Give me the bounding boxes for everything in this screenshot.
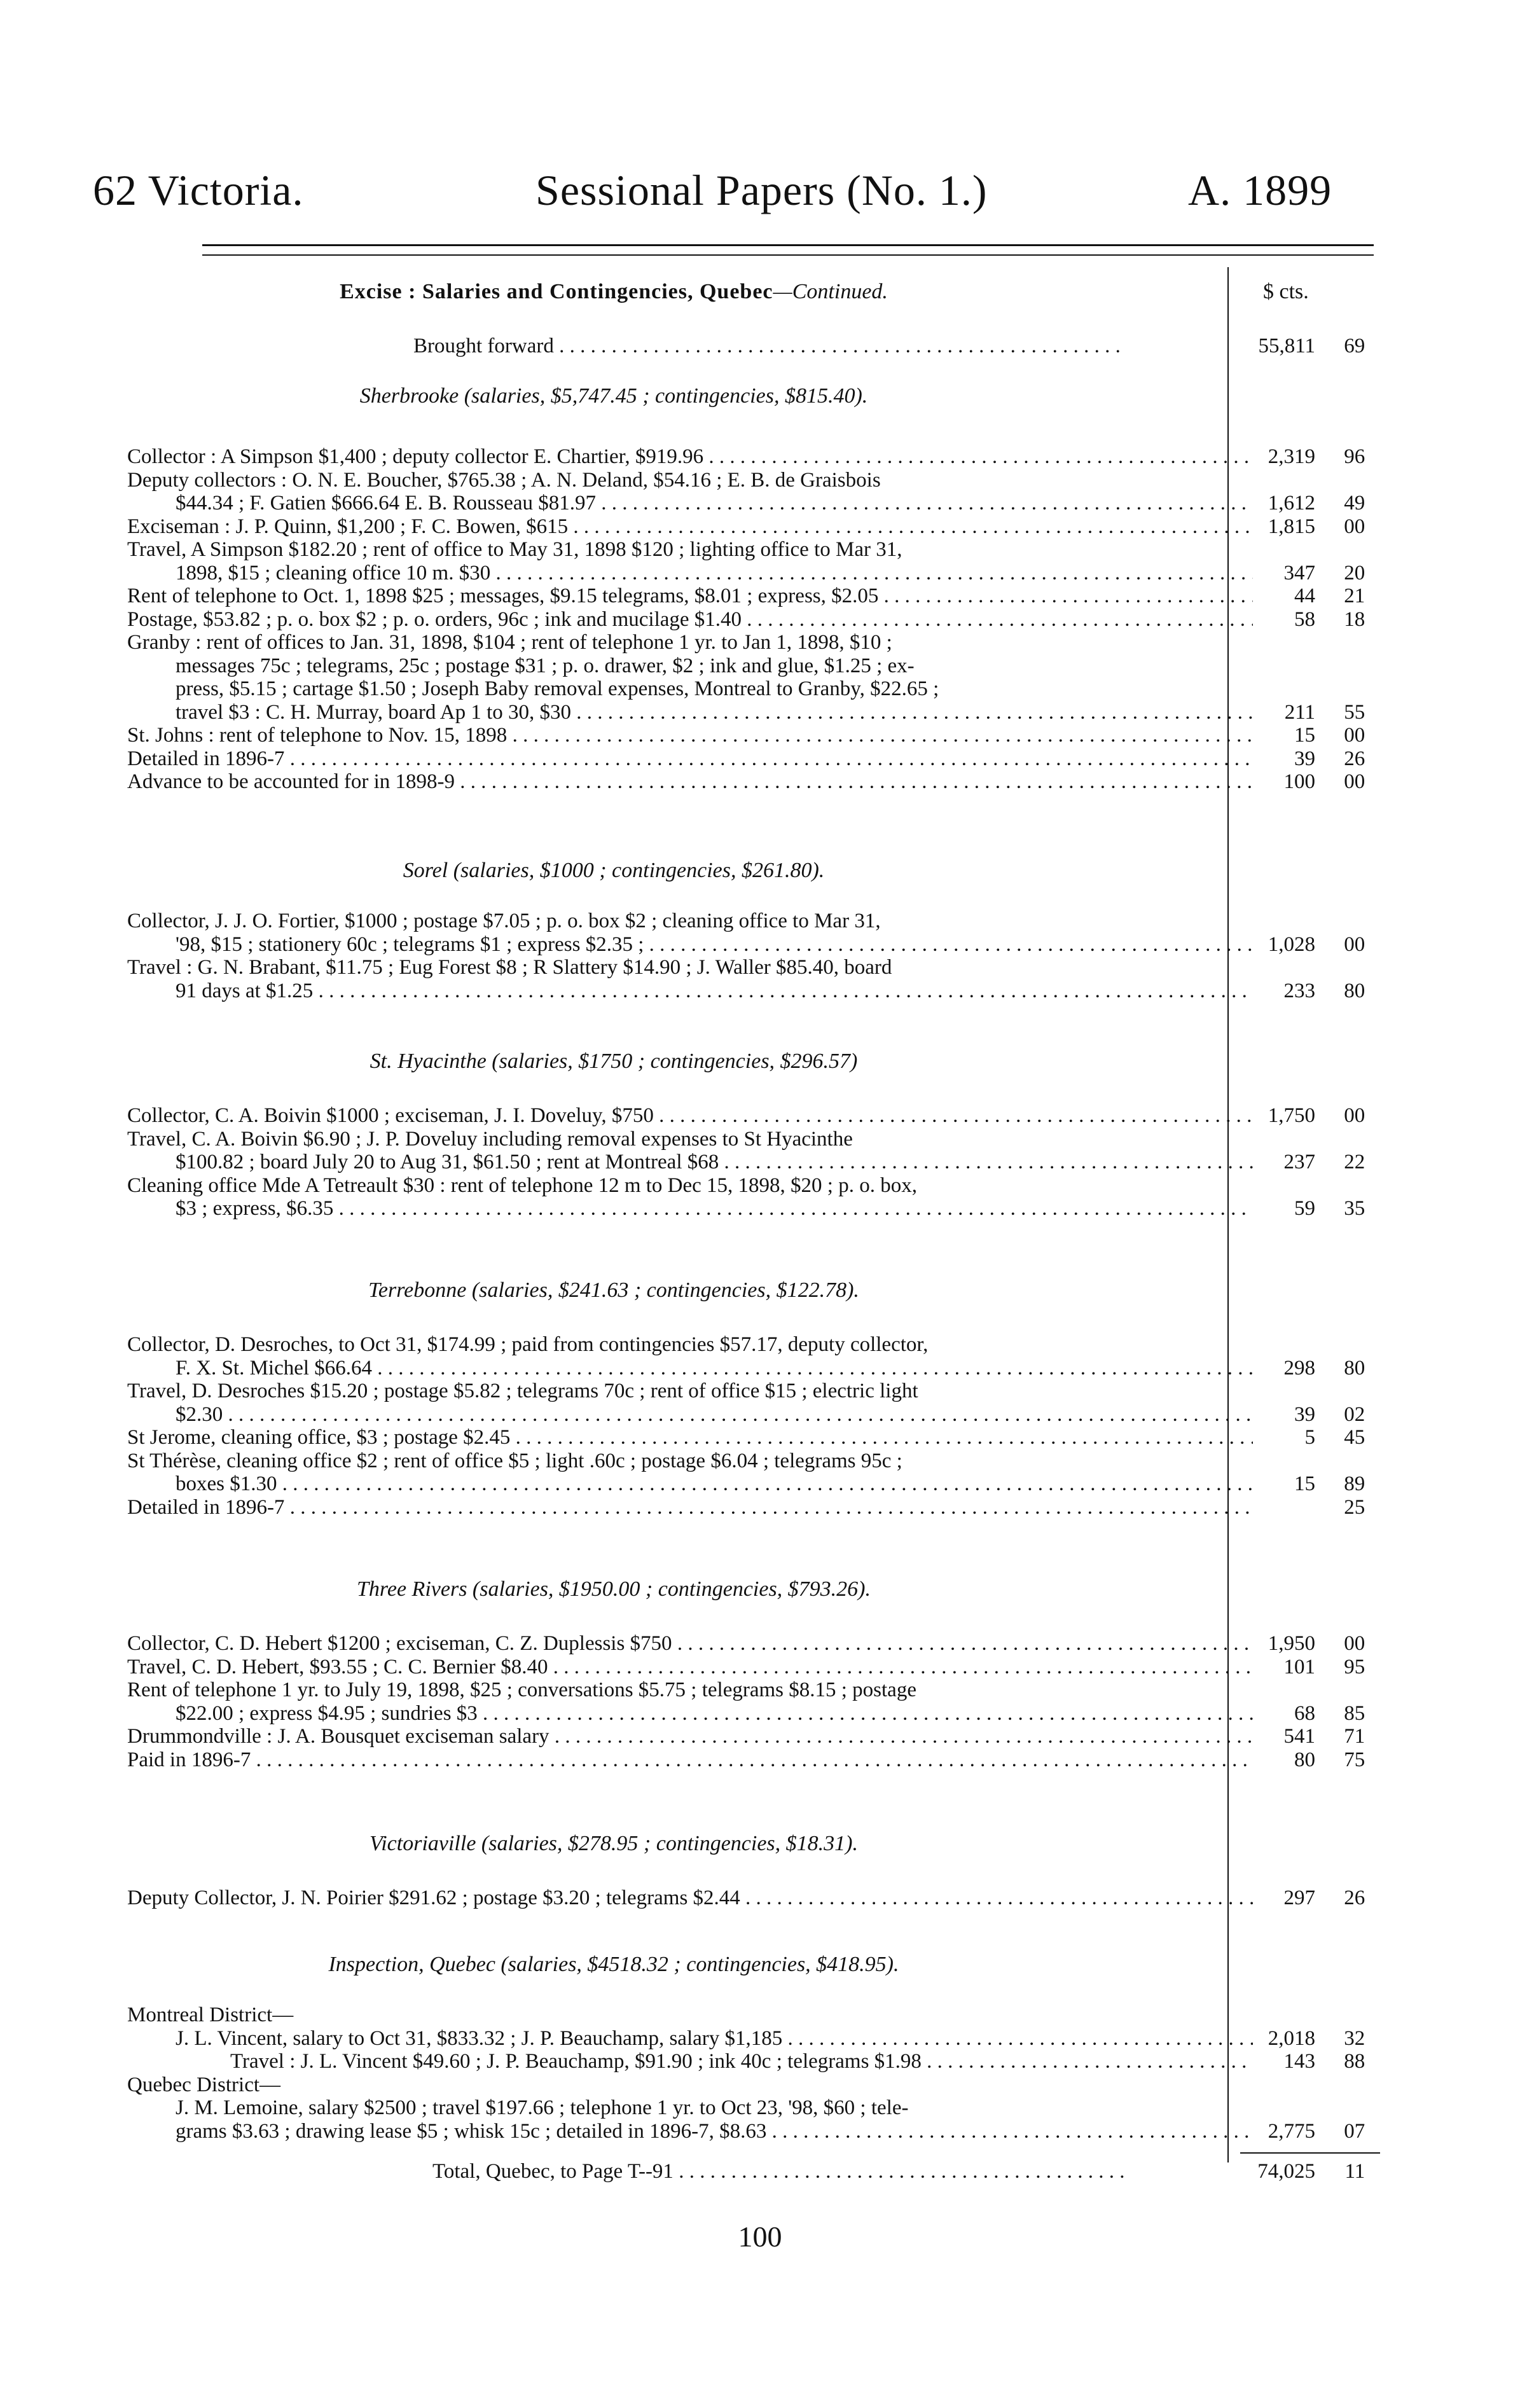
row-amount xyxy=(1240,933,1380,956)
table-row xyxy=(0,654,1520,677)
table-row xyxy=(0,933,1520,956)
brought-forward-amount xyxy=(1240,335,1380,357)
table-row xyxy=(0,2050,1520,2073)
row-amount xyxy=(1240,979,1380,1002)
amount-dollars: 2,319 xyxy=(1268,445,1315,468)
table-row xyxy=(0,747,1520,770)
table-row xyxy=(0,1656,1520,1678)
row-description: '98, $15 ; stationery 60c ; telegrams $1 ; express $2.35 ; . . . xyxy=(176,933,1253,956)
table-row xyxy=(0,1197,1520,1220)
row-amount xyxy=(1240,515,1380,538)
table-row xyxy=(0,2120,1520,2143)
amount-dollars: 15 xyxy=(1294,1472,1315,1495)
row-amount xyxy=(1240,2120,1380,2143)
table-row xyxy=(0,2027,1520,2050)
table-row xyxy=(0,1678,1520,1701)
row-amount xyxy=(1240,1426,1380,1449)
row-amount xyxy=(1240,1702,1380,1725)
row-amount xyxy=(1240,1632,1380,1655)
table-row xyxy=(0,538,1520,561)
amount-dollars: 1,028 xyxy=(1268,933,1315,956)
row-amount xyxy=(1240,724,1380,747)
amount-dollars: 297 xyxy=(1283,1886,1315,1909)
row-description: F. X. St. Michel $66.64 . . . xyxy=(176,1357,1253,1380)
amount-cents: 88 xyxy=(1344,2050,1365,2073)
row-amount xyxy=(1240,1357,1380,1380)
row-description: St Jerome, cleaning office, $3 ; postage $2.45 . . . xyxy=(127,1426,1253,1449)
amount-dollars: 5 xyxy=(1304,1426,1315,1449)
table-row xyxy=(0,515,1520,538)
row-amount xyxy=(1240,1128,1380,1151)
row-description: Advance to be accounted for in 1898-9 . . . xyxy=(127,770,1253,793)
amount-dollars: 233 xyxy=(1283,979,1315,1002)
table-title-main: Excise : Salaries and Contingencies, Quebec xyxy=(340,280,773,303)
header-rule xyxy=(202,244,1374,246)
table-row xyxy=(0,1380,1520,1402)
amount-cents: 80 xyxy=(1344,1357,1365,1380)
row-amount xyxy=(1240,1748,1380,1771)
row-amount xyxy=(1240,1725,1380,1748)
row-amount xyxy=(1240,2003,1380,2026)
table-row xyxy=(0,1702,1520,1725)
row-description: grams $3.63 ; drawing lease $5 ; whisk 15c ; detailed in 1896-7, $8.63 . . . xyxy=(176,2120,1253,2143)
row-description: $44.34 ; F. Gatien $666.64 E. B. Rousseau $81.97 . . . xyxy=(176,492,1253,515)
amount-dollars: 39 xyxy=(1294,1403,1315,1426)
table-row xyxy=(0,1128,1520,1151)
table-row xyxy=(0,1496,1520,1519)
amount-dollars: 347 xyxy=(1283,562,1315,585)
table-row xyxy=(0,956,1520,979)
table-row xyxy=(0,445,1520,468)
row-description: Deputy collectors : O. N. E. Boucher, $765.38 ; A. N. Deland, $54.16 ; E. B. de Graisbois xyxy=(127,469,881,492)
amount-cents: 55 xyxy=(1344,701,1365,724)
row-description: Quebec District— xyxy=(127,2073,281,2096)
table-row xyxy=(0,677,1520,700)
amount-cents: 25 xyxy=(1344,1496,1365,1519)
row-description: Travel, D. Desroches $15.20 ; postage $5.82 ; telegrams 70c ; rent of office $15 ; electric light xyxy=(127,1380,918,1402)
section-heading: Terrebonne (salaries, $241.63 ; contingencies, $122.78). xyxy=(368,1278,859,1302)
row-description: Drummondville : J. A. Bousquet exciseman salary . . . xyxy=(127,1725,1253,1748)
row-description: 1898, $15 ; cleaning office 10 m. $30 . . . xyxy=(176,562,1253,585)
amount-dollars: 298 xyxy=(1283,1357,1315,1380)
row-description: Collector, C. A. Boivin $1000 ; exciseman, J. I. Doveluy, $750 . . . xyxy=(127,1104,1253,1127)
total-label: Total, Quebec, to Page T--91 . . . xyxy=(432,2160,1126,2183)
amount-cents: 07 xyxy=(1344,2120,1365,2143)
table-row xyxy=(0,492,1520,515)
row-description: $3 ; express, $6.35 . . . xyxy=(176,1197,1253,1220)
table-row xyxy=(0,2073,1520,2096)
row-amount xyxy=(1240,1197,1380,1220)
row-amount xyxy=(1240,1333,1380,1356)
column-header: $ cts. xyxy=(1263,280,1309,303)
amount-dollars: 68 xyxy=(1294,1702,1315,1725)
row-description: messages 75c ; telegrams, 25c ; postage $31 ; p. o. drawer, $2 ; ink and glue, $1.25 ; ex- xyxy=(176,654,915,677)
table-row xyxy=(0,2003,1520,2026)
row-description: J. M. Lemoine, salary $2500 ; travel $197.66 ; telephone 1 yr. to Oct 23, '98, $60 ; tele- xyxy=(176,2096,909,2119)
row-description: 91 days at $1.25 . . . xyxy=(176,979,1253,1002)
header-rule-thin xyxy=(202,254,1374,256)
amount-cents: 80 xyxy=(1344,979,1365,1002)
amount-dollars: 80 xyxy=(1294,1748,1315,1771)
row-description: Travel : G. N. Brabant, $11.75 ; Eug Forest $8 ; R Slattery $14.90 ; J. Waller $85.40, board xyxy=(127,956,892,979)
amount-cents: 49 xyxy=(1344,492,1365,515)
row-description: Collector, D. Desroches, to Oct 31, $174.99 ; paid from contingencies $57.17, deputy collector, xyxy=(127,1333,929,1356)
table-row xyxy=(0,631,1520,654)
total-rule xyxy=(1240,2152,1380,2154)
table-row xyxy=(0,1333,1520,1356)
row-description: $100.82 ; board July 20 to Aug 31, $61.50 ; rent at Montreal $68 . . . xyxy=(176,1151,1253,1173)
amount-cents: 45 xyxy=(1344,1426,1365,1449)
table-row xyxy=(0,1450,1520,1472)
total-amount xyxy=(1240,2160,1380,2183)
table-row xyxy=(0,1748,1520,1771)
section-heading: Victoriaville (salaries, $278.95 ; contingencies, $18.31). xyxy=(369,1832,858,1855)
amount-cents: 71 xyxy=(1344,1725,1365,1748)
row-description: Detailed in 1896-7 . . . xyxy=(127,1496,1253,1519)
amount-cents: 32 xyxy=(1344,2027,1365,2050)
table-title xyxy=(0,280,1227,304)
amount-dollars: 100 xyxy=(1283,770,1315,793)
row-description: St. Johns : rent of telephone to Nov. 15, 1898 . . . xyxy=(127,724,1253,747)
row-description: Collector : A Simpson $1,400 ; deputy collector E. Chartier, $919.96 . . . xyxy=(127,445,1253,468)
section-heading: St. Hyacinthe (salaries, $1750 ; contingencies, $296.57) xyxy=(370,1049,858,1073)
table-row xyxy=(0,770,1520,793)
amount-dollars: 15 xyxy=(1294,724,1315,747)
amount-dollars: 1,950 xyxy=(1268,1632,1315,1655)
table-row xyxy=(0,1104,1520,1127)
section-heading: Three Rivers (salaries, $1950.00 ; contingencies, $793.26). xyxy=(357,1577,871,1601)
amount-dollars: 237 xyxy=(1283,1151,1315,1173)
row-amount xyxy=(1240,770,1380,793)
amount-dollars: 541 xyxy=(1283,1725,1315,1748)
table-row xyxy=(0,910,1520,932)
row-description: Travel, C. A. Boivin $6.90 ; J. P. Doveluy including removal expenses to St Hyacinthe xyxy=(127,1128,853,1151)
row-amount xyxy=(1240,445,1380,468)
amount-dollars: 2,775 xyxy=(1268,2120,1315,2143)
amount-cents: 21 xyxy=(1344,585,1365,607)
amount-dollars: 1,750 xyxy=(1268,1104,1315,1127)
row-amount xyxy=(1240,654,1380,677)
row-description: Deputy Collector, J. N. Poirier $291.62 ; postage $3.20 ; telegrams $2.44 . . . xyxy=(127,1886,1253,1909)
row-amount xyxy=(1240,2073,1380,2096)
row-description: Cleaning office Mde A Tetreault $30 : rent of telephone 12 m to Dec 15, 1898, $20 ; p. o. box, xyxy=(127,1174,917,1197)
amount-cents: 00 xyxy=(1344,1632,1365,1655)
row-amount xyxy=(1240,1656,1380,1678)
table-row xyxy=(0,1426,1520,1449)
amount-cents: 20 xyxy=(1344,562,1365,585)
amount-dollars: 2,018 xyxy=(1268,2027,1315,2050)
section-heading: Sorel (salaries, $1000 ; contingencies, $261.80). xyxy=(403,859,825,882)
brought-forward-label: Brought forward . . . xyxy=(413,335,1126,357)
row-description: Collector, J. J. O. Fortier, $1000 ; postage $7.05 ; p. o. box $2 ; cleaning office to Mar 31, xyxy=(127,910,881,932)
table-row xyxy=(0,1472,1520,1495)
amount-cents: 11 xyxy=(1344,2160,1365,2183)
amount-cents: 02 xyxy=(1344,1403,1365,1426)
amount-cents: 96 xyxy=(1344,445,1365,468)
table-row xyxy=(0,1357,1520,1380)
row-amount xyxy=(1240,1403,1380,1426)
amount-cents: 26 xyxy=(1344,747,1365,770)
amount-dollars: 59 xyxy=(1294,1197,1315,1220)
row-description: travel $3 : C. H. Murray, board Ap 1 to 30, $30 . . . xyxy=(176,701,1253,724)
row-description: Exciseman : J. P. Quinn, $1,200 ; F. C. Bowen, $615 . . . xyxy=(127,515,1253,538)
row-amount xyxy=(1240,1678,1380,1701)
row-description: Detailed in 1896-7 . . . xyxy=(127,747,1253,770)
row-amount xyxy=(1240,747,1380,770)
page-number: 100 xyxy=(738,2220,782,2253)
table-row xyxy=(0,979,1520,1002)
section-heading: Sherbrooke (salaries, $5,747.45 ; contingencies, $815.40). xyxy=(359,384,868,408)
row-description: Montreal District— xyxy=(127,2003,294,2026)
amount-cents: 00 xyxy=(1344,515,1365,538)
row-amount xyxy=(1240,677,1380,700)
row-description: Collector, C. D. Hebert $1200 ; exciseman, C. Z. Duplessis $750 . . . xyxy=(127,1632,1253,1655)
amount-dollars: 58 xyxy=(1294,608,1315,631)
table-row xyxy=(0,1632,1520,1655)
table-title-suffix: —Continued. xyxy=(773,280,888,303)
row-amount xyxy=(1240,956,1380,979)
table-row xyxy=(0,724,1520,747)
row-amount xyxy=(1240,1174,1380,1197)
amount-dollars: 211 xyxy=(1284,701,1315,724)
row-description: Travel, C. D. Hebert, $93.55 ; C. C. Bernier $8.40 . . . xyxy=(127,1656,1253,1678)
row-description: Travel, A Simpson $182.20 ; rent of office to May 31, 1898 $120 ; lighting office to Mar 31, xyxy=(127,538,902,561)
row-amount xyxy=(1240,1496,1380,1519)
amount-cents: 00 xyxy=(1344,724,1365,747)
row-amount xyxy=(1240,608,1380,631)
row-amount xyxy=(1240,1104,1380,1127)
amount-cents: 69 xyxy=(1344,335,1365,357)
table-row xyxy=(0,1886,1520,1909)
amount-cents: 85 xyxy=(1344,1702,1365,1725)
amount-dollars: 143 xyxy=(1283,2050,1315,2073)
brought-forward-row xyxy=(0,335,1520,357)
row-description: Postage, $53.82 ; p. o. box $2 ; p. o. orders, 96c ; ink and mucilage $1.40 . . . xyxy=(127,608,1253,631)
amount-cents: 26 xyxy=(1344,1886,1365,1909)
row-amount xyxy=(1240,2096,1380,2119)
section-heading: Inspection, Quebec (salaries, $4518.32 ; contingencies, $418.95). xyxy=(328,1953,899,1976)
total-row xyxy=(0,2160,1520,2183)
header-center: Sessional Papers (No. 1.) xyxy=(535,166,988,214)
amount-cents: 95 xyxy=(1344,1656,1365,1678)
amount-cents: 00 xyxy=(1344,770,1365,793)
amount-cents: 00 xyxy=(1344,1104,1365,1127)
amount-dollars: 74,025 xyxy=(1257,2160,1315,2183)
row-amount xyxy=(1240,910,1380,932)
row-description: Rent of telephone 1 yr. to July 19, 1898, $25 ; conversations $5.75 ; telegrams $8.15 ; postage xyxy=(127,1678,916,1701)
row-description: Rent of telephone to Oct. 1, 1898 $25 ; messages, $9.15 telegrams, $8.01 ; express, $2.05 . . . xyxy=(127,585,1253,607)
amount-cents: 89 xyxy=(1344,1472,1365,1495)
row-description: Travel : J. L. Vincent $49.60 ; J. P. Beauchamp, $91.90 ; ink 40c ; telegrams $1.98 . . . xyxy=(230,2050,1253,2073)
row-amount xyxy=(1240,1450,1380,1472)
table-row xyxy=(0,701,1520,724)
row-amount xyxy=(1240,492,1380,515)
amount-cents: 22 xyxy=(1344,1151,1365,1173)
row-description: Granby : rent of offices to Jan. 31, 1898, $104 ; rent of telephone 1 yr. to Jan 1, 1898, $10 ; xyxy=(127,631,892,654)
header-left: 62 Victoria. xyxy=(93,166,304,214)
table-row xyxy=(0,608,1520,631)
row-description: Paid in 1896-7 . . . xyxy=(127,1748,1253,1771)
row-amount xyxy=(1240,2050,1380,2073)
table-row xyxy=(0,562,1520,585)
table-row xyxy=(0,1725,1520,1748)
amount-dollars: 1,815 xyxy=(1268,515,1315,538)
row-amount xyxy=(1240,2027,1380,2050)
row-amount xyxy=(1240,1380,1380,1402)
row-amount xyxy=(1240,469,1380,492)
table-row xyxy=(0,1151,1520,1173)
amount-cents: 75 xyxy=(1344,1748,1365,1771)
amount-dollars: 1,612 xyxy=(1268,492,1315,515)
table-row xyxy=(0,469,1520,492)
row-description: press, $5.15 ; cartage $1.50 ; Joseph Baby removal expenses, Montreal to Granby, $22.65 ; xyxy=(176,677,939,700)
row-amount xyxy=(1240,1472,1380,1495)
row-description: $22.00 ; express $4.95 ; sundries $3 . . . xyxy=(176,1702,1253,1725)
row-description: $2.30 . . . xyxy=(176,1403,1253,1426)
table-row xyxy=(0,1174,1520,1197)
row-amount xyxy=(1240,585,1380,607)
row-description: J. L. Vincent, salary to Oct 31, $833.32 ; J. P. Beauchamp, salary $1,185 . . . xyxy=(176,2027,1253,2050)
row-description: St Thérèse, cleaning office $2 ; rent of office $5 ; light .60c ; postage $6.04 ; telegrams 95c ; xyxy=(127,1450,902,1472)
table-row xyxy=(0,585,1520,607)
amount-cents: 35 xyxy=(1344,1197,1365,1220)
amount-cents: 00 xyxy=(1344,933,1365,956)
amount-dollars: 44 xyxy=(1294,585,1315,607)
row-amount xyxy=(1240,701,1380,724)
row-amount xyxy=(1240,1886,1380,1909)
row-amount xyxy=(1240,538,1380,561)
amount-cents: 18 xyxy=(1344,608,1365,631)
table-row xyxy=(0,1403,1520,1426)
header-right: A. 1899 xyxy=(1188,166,1332,214)
row-description: boxes $1.30 . . . xyxy=(176,1472,1253,1495)
amount-dollars: 39 xyxy=(1294,747,1315,770)
amount-dollars: 55,811 xyxy=(1258,335,1315,357)
table-row xyxy=(0,2096,1520,2119)
amount-dollars: 101 xyxy=(1283,1656,1315,1678)
row-amount xyxy=(1240,631,1380,654)
row-amount xyxy=(1240,1151,1380,1173)
row-amount xyxy=(1240,562,1380,585)
